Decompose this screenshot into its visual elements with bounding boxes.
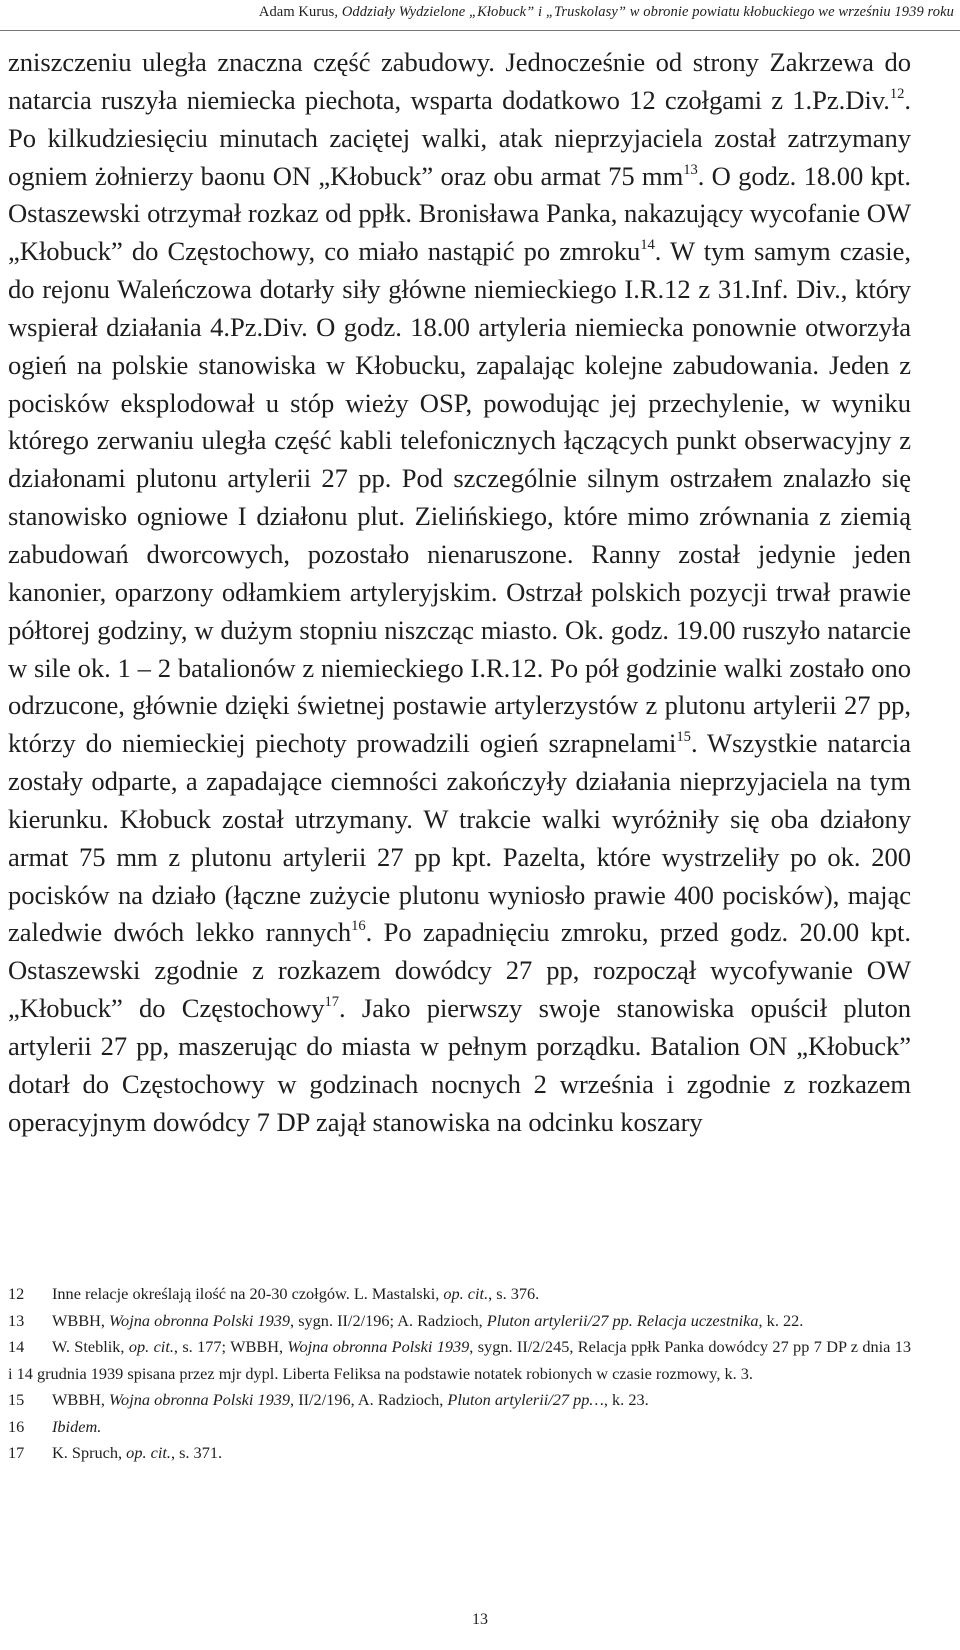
footnote-17	[8, 1440, 911, 1467]
footnotes-section	[8, 1281, 911, 1467]
footnote-italic: op. cit.	[126, 1443, 171, 1462]
footnote-text: , s. 371.	[170, 1443, 223, 1462]
footnote-italic: op. cit.	[128, 1337, 174, 1356]
body-text-segment: . W tym samym czasie, do rejonu Waleńczowa dotarły siły główne niemieckiego I.R.12 z 31.Inf. Div., który wspierał działania 4.Pz.Div. O godz. 18.00 artyleria niemiecka ponownie otworzyła ogień na polskie stanowiska w Kłobucku, zapalając kolejne zabudowania. Jeden z pocisków eksplodował u stóp wieży OSP, powodując jej przechylenie, w wyniku którego zerwaniu uległa część kabli telefonicznych łączących punkt obserwacyjny z działonami plutonu artylerii 27 pp. Pod szczególnie silnym ostrzałem znalazło się stanowisko ogniowe I działonu plut. Zielińskiego, które mimo zrównania z ziemią zabudowań dworcowych, pozostało nienaruszone. Ranny został jedynie jeden kanonier, oparzony odłamkiem artyleryjskim. Ostrzał polskich pozycji trwał prawie półtorej godziny, w dużym stopniu niszcząc miasto. Ok. godz. 19.00 ruszyło natarcie w sile ok. 1 – 2 batalionów z niemieckiego I.R.12. Po pół godzinie walki zostało ono odrzucone, głównie dzięki świetnej postawie artylerzystów z plutonu artylerii 27 pp, którzy do niemieckiej piechoty prowadzili ogień szrapnelami	[8, 236, 911, 759]
footnote-ref-17[interactable]: 17	[324, 994, 340, 1011]
footnote-text: WBBH,	[52, 1310, 109, 1330]
footnote-italic: Pluton artylerii/27 pp. Relacja uczestnika	[486, 1310, 759, 1330]
footnote-ref-16[interactable]: 16	[351, 918, 366, 935]
footnote-italic: op. cit.	[443, 1284, 489, 1303]
footnote-text: , sygn. II/2/245, Relacja ppłk Panka dowódcy 27 pp 7 DP z dnia 13 i 14 grudnia 1939 spisana przez mjr dypl. Liberta Feliksa na podstawie notatek robionych w czasie rozmowy, k. 3.	[8, 1337, 911, 1383]
footnote-12	[8, 1281, 911, 1308]
running-header-author: Adam Kurus,	[258, 4, 342, 20]
footnote-number: 16	[8, 1416, 25, 1436]
body-text-segment: . Po zapadnięciu zmroku, przed godz. 20.00 kpt. Ostaszewski zgodnie z rozkazem dowódcy 27 pp, rozpoczął wycofywanie OW „Kłobuck” do Częstochowy	[8, 917, 911, 1024]
footnote-number: 17	[8, 1443, 25, 1462]
footnote-number: 14	[8, 1337, 25, 1356]
body-paragraph	[8, 44, 911, 1141]
footnote-ref-15[interactable]: 15	[676, 729, 691, 746]
footnote-number: 12	[8, 1284, 25, 1303]
footnote-16	[8, 1414, 911, 1441]
running-header	[259, 4, 954, 21]
footnote-italic: Ibidem.	[52, 1416, 102, 1436]
footnote-text: W. Steblik,	[52, 1337, 129, 1356]
footnote-italic: Wojna obronna Polski 1939	[108, 1310, 291, 1330]
page-number: 13	[472, 1611, 488, 1628]
footnote-text: , k. 23.	[603, 1390, 649, 1409]
body-text-segment: . O godz. 18.00 kpt. Ostaszewski otrzymał rozkaz od ppłk. Bronisława Panka, nakazujący wycofanie OW „Kłobuck” do Częstochowy, co miało nastąpić po zmroku	[8, 160, 911, 267]
footnote-number: 15	[8, 1390, 25, 1409]
footnote-text: , s. 177; WBBH,	[173, 1337, 288, 1356]
body-text-segment: . Jako pierwszy swoje stanowiska opuścił pluton artylerii 27 pp, maszerując do miasta w pełnym porządku. Batalion ON „Kłobuck” dotarł do Częstochowy w godzinach nocnych 2 września i zgodnie z rozkazem operacyjnym dowódcy 7 DP zajął stanowiska na odcinku koszary	[8, 993, 911, 1137]
footnote-15	[8, 1387, 911, 1414]
footnote-text: K. Spruch,	[52, 1443, 127, 1462]
footnote-13	[8, 1308, 911, 1335]
footnote-text: , sygn. II/2/196; A. Radzioch,	[290, 1310, 487, 1330]
header-rule	[0, 30, 960, 31]
footnote-14	[8, 1334, 911, 1387]
footnote-ref-13[interactable]: 13	[683, 161, 698, 178]
body-text-segment: zniszczeniu uległa znaczna część zabudowy. Jednocześnie od strony Zakrzewa do natarcia ruszyła niemiecka piechota, wsparta dodatkowo 12 czołgami z 1.Pz.Div.	[8, 47, 911, 115]
footnote-italic: Wojna obronna Polski 1939	[108, 1390, 291, 1409]
footnote-text: WBBH,	[52, 1390, 109, 1409]
footnote-italic: Wojna obronna Polski 1939	[287, 1337, 470, 1356]
body-text-segment: . Po kilkudziesięciu minutach zaciętej walki, atak nieprzyjaciela został zatrzymany ogniem żołnierzy baonu ON „Kłobuck” oraz obu armat 75 mm	[8, 84, 911, 191]
footnote-ref-12[interactable]: 12	[889, 85, 905, 102]
footnote-italic: Pluton artylerii/27 pp…	[447, 1390, 604, 1409]
footnote-ref-14[interactable]: 14	[640, 237, 655, 254]
running-header-title: Oddziały Wydzielone „Kłobuck” i „Truskolasy” w obronie powiatu kłobuckiego we wrześniu 1939 roku	[341, 4, 954, 20]
footnote-text: , k. 22.	[758, 1310, 804, 1330]
footnote-number: 13	[8, 1310, 25, 1330]
footnote-text: , II/2/196, A. Radzioch,	[290, 1390, 448, 1409]
footnote-text: Inne relacje określają ilość na 20-30 czołgów. L. Mastalski,	[52, 1284, 444, 1303]
footnote-text: , s. 376.	[488, 1284, 540, 1303]
body-text-segment: . Wszystkie natarcia zostały odparte, a zapadające ciemności zakończyły działania nieprzyjaciela na tym kierunku. Kłobuck został utrzymany. W trakcie walki wyróżniły się oba działony armat 75 mm z plutonu artylerii 27 pp kpt. Pazelta, które wystrzeliły po ok. 200 pocisków na działo (łączne zużycie plutonu wyniosło prawie 400 pocisków), mając zaledwie dwóch lekko rannych	[8, 728, 911, 948]
